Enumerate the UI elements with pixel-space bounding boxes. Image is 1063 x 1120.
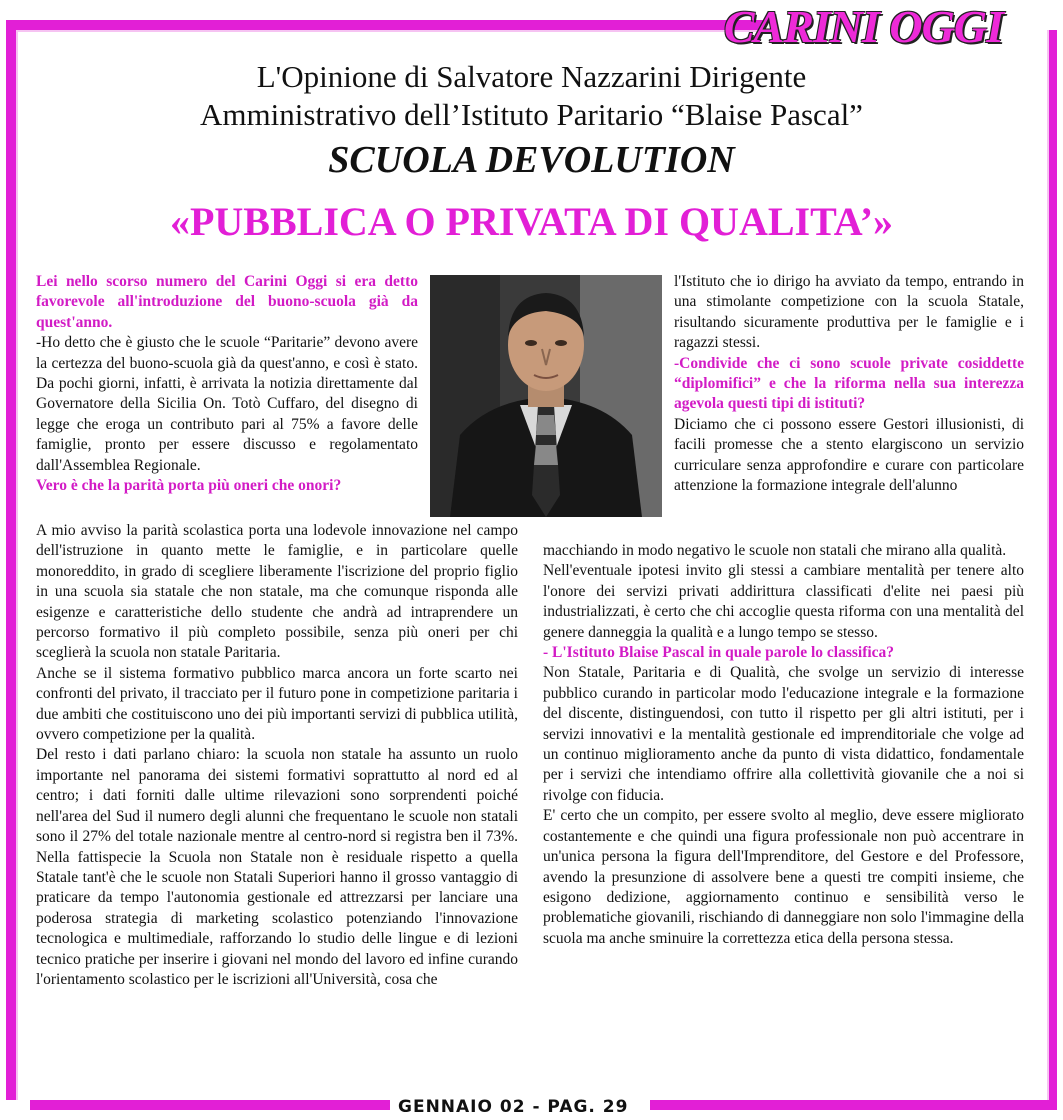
answer-1: -Ho detto che è giusto che le scuole “Paritarie” devono avere la certezza del buono-scuola già da quest'anno, e così è stato. Da pochi giorni, infatti, è arrivata la notizia direttamente dal Governatore della Sicilia On. Totò Cuffaro, del disegno di legge che eroga un contributo pari al 75% a favore delle famiglie, pronto per essere discusso e regolamentato dall'Assemblea Regionale. (36, 334, 418, 474)
portrait-photo (430, 275, 662, 517)
answer-4-paragraph-1: Non Statale, Paritaria e di Qualità, che svolge un servizio di interesse pubblico curando in particolar modo l'educazione integrale e la formazione del discente, distinguendosi, con tutto il rispetto per gli altri istituti, per i servizi innovativi e la mentalità gestionale ed imprenditoriale che volge ad un continuo miglioramento anche da punto di vista didattico, fondamentale per i servizi che intendiamo offrire alla collettività giovanile che a noi si rivolge con fiducia. (543, 664, 1024, 804)
article-column-right-top (674, 272, 1024, 496)
answer-2-paragraph-2: Anche se il sistema formativo pubblico marca ancora un forte scarto nei confronti del privato, il tracciato per il futuro pone in competizione paritaria i due ambiti che costituiscono uno dei più importanti servizi di pubblica utilità, ovvero competizione per la qualità. (36, 664, 518, 744)
intro-line-1: L'Opinione di Salvatore Nazzarini Dirigente (256, 59, 807, 94)
frame-left-bar (6, 20, 16, 1100)
frame-left-inner (16, 30, 18, 1100)
intro-line-2: Amministrativo dell’Istituto Paritario “Blaise Pascal” (200, 97, 863, 132)
answer-2-paragraph-1: A mio avviso la parità scolastica porta una lodevole innovazione nel campo dell'istruzione in quanto mette le famiglie, e in particolare quelle monoreddito, in grado di scegliere liberamente l'iscrizione del proprio figlio in una scuola sia statale che non statale, ma che comunque risponda alle esigenze e caratteristiche dello studente che andrà ad intraprendere un percorso formativo il più completo possibile, senza più oneri per chi sceglierà la scuola non statale Paritaria. (36, 522, 518, 662)
answer-2-paragraph-3: Del resto i dati parlano chiaro: la scuola non statale ha assunto un ruolo importante nel panorama dei sistemi formativi soprattutto al nord ed al centro; i dati forniti dalle ultime rilevazioni sono sorprendenti poiché nell'area del Sud il numero degli alunni che frequentano le scuole non statali sono il 27% del totale nazionale mentre al centro-nord si registra ben il 73%. Nella fattispecie la Scuola non Statale non è residuale rispetto a quella Statale tant'è che le scuole non Statali Superiori hanno il grosso vantaggio di praticare da tempo l'autonomia gestionale ed attrezzarsi per lanciare una poderosa strategia di marketing scolastico potenziando l'innovazione tecnologica e multimediale, rafforzando lo studio delle lingue e di lezioni tecnico pratiche per inserire i giovani nel mondo del lavoro ed infine curando l'orientamento scolastico per le iscrizioni all'Università, cosa che (36, 746, 518, 988)
article-column-left (36, 521, 518, 990)
frame-top-bar (6, 20, 766, 30)
intro-heading (40, 58, 1023, 134)
article-column-left-top (36, 272, 418, 496)
article-column-right (543, 541, 1024, 949)
answer-3-paragraph-1b: macchiando in modo negativo le scuole non statali che mirano alla qualità. (543, 542, 1007, 559)
frame-top-inner (6, 30, 766, 32)
headline: «PUBBLICA O PRIVATA DI QUALITA’» (169, 199, 894, 244)
section-title: SCUOLA DEVOLUTION (328, 139, 735, 181)
masthead-logo: CARINI OGGI (723, 1, 1003, 52)
portrait-illustration (430, 275, 662, 517)
question-1: Lei nello scorso numero del Carini Oggi si era detto favorevole all'introduzione del buono-scuola già da quest'anno. (36, 273, 418, 331)
answer-2-continued: l'Istituto che io dirigo ha avviato da tempo, entrando in una stimolante competizione con la scuola Statale, risultando sicuramente produttiva per le famiglie e i ragazzi stessi. (674, 273, 1024, 352)
frame-right-bar (1049, 30, 1057, 1100)
answer-3-paragraph-1a: Diciamo che ci possono essere Gestori illusionisti, di facili promesse che a stento elargiscono un servizio curriculare senza approfondire e curare con particolare attenzione la formazione integrale dell'alunno (674, 415, 1024, 495)
frame-right-inner (1047, 30, 1049, 1100)
frame-bottom-right (650, 1100, 1057, 1110)
question-4: - L'Istituto Blaise Pascal in quale parole lo classifica? (543, 644, 895, 662)
question-3: -Condivide che ci sono scuole private cosiddette “diplomifici” e che la riforma nella sua interezza agevola questi tipi di istituti? (674, 354, 1024, 413)
frame-bottom-left (30, 1100, 390, 1110)
answer-3-paragraph-2: Nell'eventuale ipotesi invito gli stessi a cambiare mentalità per tenere alto l'onore dei servizi privati addirittura classificati d'elite nei paesi più industrializzati, è certo che chi accoglie questa riforma con una mentalità del genere danneggia la qualità e a lungo tempo se stesso. (543, 562, 1024, 641)
page-footer: GENNAIO 02 - PAG. 29 (398, 1097, 629, 1117)
answer-4-paragraph-2: E' certo che un compito, per essere svolto al meglio, deve essere migliorato costantemente e che quindi una figura professionale non può accentrare in un'unica persona la figura dell'Imprenditore, del Gestore e del Professore, avendo la presunzione di assolvere bene a questi tre compiti insieme, che esigono dedizione, aggiornamento continuo e sensibilità verso le problematiche giovanili, rischiando di danneggiare non solo l'immagine della scuola ma anche sminuire la correttezza etica della persona stessa. (543, 807, 1024, 947)
question-2: Vero è che la parità porta più oneri che onori? (36, 477, 342, 495)
